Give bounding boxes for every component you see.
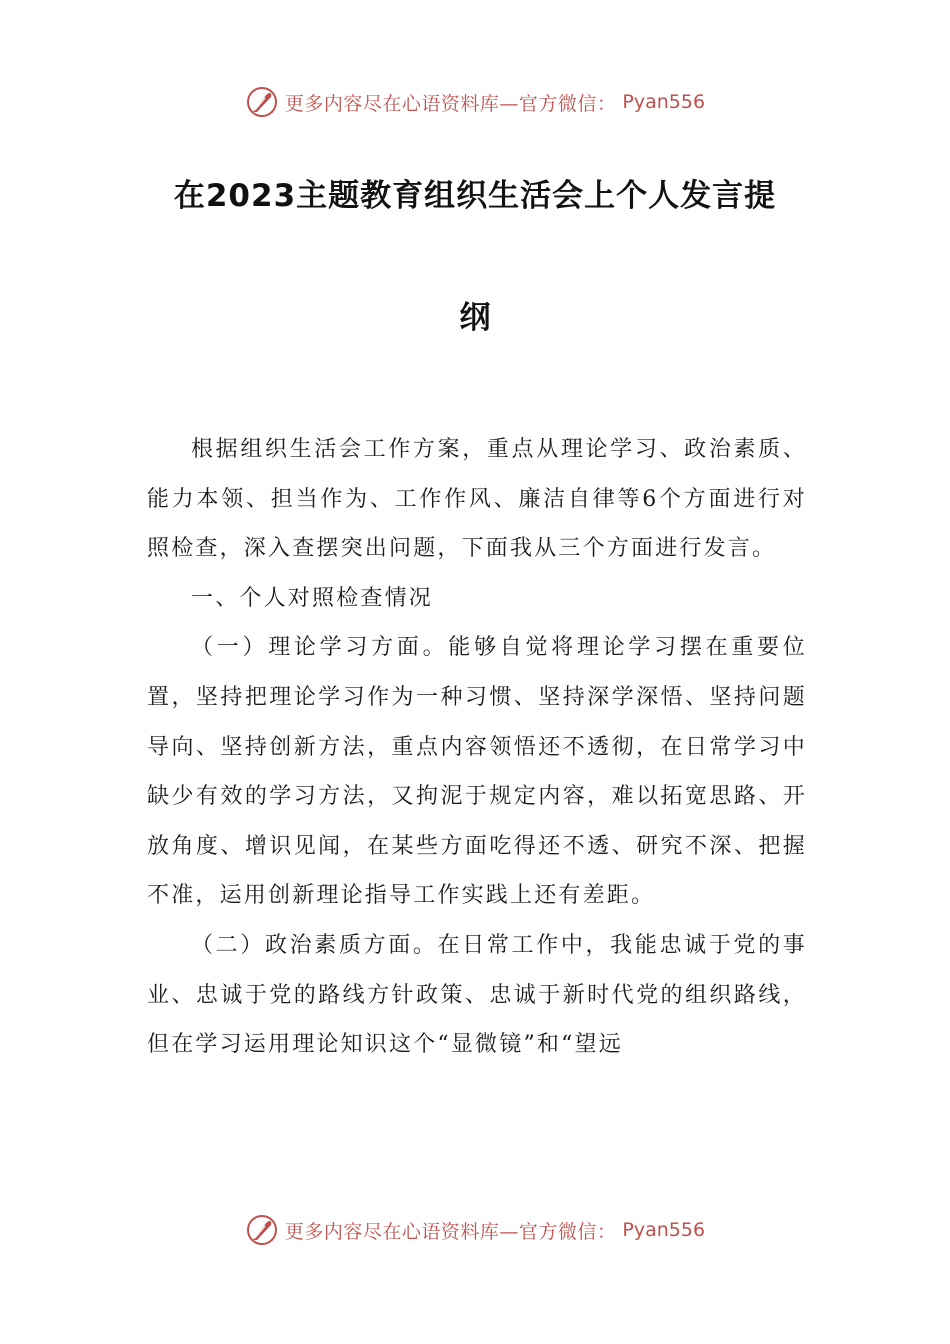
quill-pen-icon (245, 1213, 279, 1247)
footer-watermark (0, 1210, 950, 1250)
header-watermark (0, 82, 950, 122)
watermark-id: Pyan556 (622, 1219, 706, 1241)
watermark-text: 更多内容尽在心语资料库—官方微信： (284, 1220, 617, 1243)
document-title-line1: 在2023主题教育组织生活会上个人发言提 (173, 178, 777, 214)
watermark-id: Pyan556 (622, 91, 706, 113)
document-title-line2: 纲 (459, 300, 491, 336)
document-body (147, 425, 807, 1070)
paragraph-theory-study: （一）理论学习方面。能够自觉将理论学习摆在重要位置，坚持把理论学习作为一种习惯、坚持深学深悟、坚持问题导向、坚持创新方法，重点内容领悟还不透彻，在日常学习中缺少有效的学习方法，又拘泥于规定内容，难以拓宽思路、开放角度、增识见闻，在某些方面吃得还不透、研究不深、把握不准，运用创新理论指导工作实践上还有差距。 (147, 635, 807, 909)
paragraph-intro: 根据组织生活会工作方案，重点从理论学习、政治素质、能力本领、担当作为、工作作风、廉洁自律等6个方面进行对照检查，深入查摆突出问题，下面我从三个方面进行发言。 (147, 437, 807, 562)
watermark-text: 更多内容尽在心语资料库—官方微信： (284, 92, 617, 115)
paragraph-political-quality: （二）政治素质方面。在日常工作中，我能忠诚于党的事业、忠诚于党的路线方针政策、忠诚于新时代党的组织路线，但在学习运用理论知识这个“显微镜”和“望远 (147, 932, 807, 1058)
section-heading-1: 一、个人对照检查情况 (191, 585, 434, 611)
quill-pen-icon (245, 85, 279, 119)
